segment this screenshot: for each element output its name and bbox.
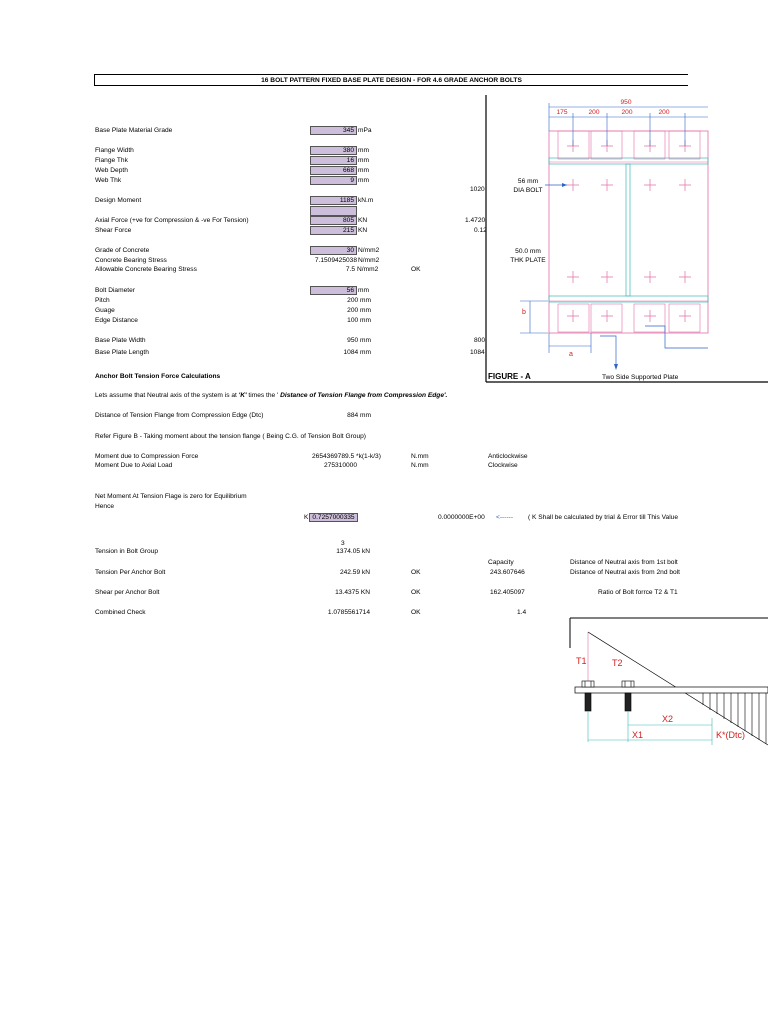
hence-text: Hence — [95, 503, 115, 510]
side-value-14720: 1.4720 — [465, 217, 486, 224]
tension-capacity: 243.607646 — [490, 569, 525, 576]
combined-value: 1.0785561714 — [327, 609, 370, 616]
design-moment-input[interactable]: 1185 — [310, 196, 357, 205]
tension-group-value: 1374.05 kN — [336, 548, 370, 555]
plate-length-side: 1084 — [470, 349, 485, 356]
figure-a-caption: FIGURE - A — [488, 372, 531, 381]
base-plate-outline — [549, 131, 708, 333]
allowable-stress-unit: N/mm2 — [357, 266, 379, 273]
plate-width-value: 950 mm — [347, 337, 371, 344]
plate-section — [575, 687, 768, 693]
shear-force-input[interactable]: 215 — [310, 226, 357, 235]
assumption-k: 'K' — [238, 392, 247, 399]
shear-force-label: Shear Force — [95, 227, 132, 234]
pitch-value: 200 mm — [347, 297, 371, 304]
anchor-heading: Anchor Bolt Tension Force Calculations — [95, 373, 221, 380]
figure-b-dim-lines — [588, 711, 712, 745]
bolt-row-1 — [567, 140, 691, 152]
web-depth-unit: mm — [358, 167, 369, 174]
shear-per-bolt-label: Shear per Anchor Bolt — [95, 589, 160, 596]
t1-label: T1 — [576, 656, 587, 666]
moment-comp-value: 2654369789.5 *k(1-k/3) — [312, 453, 381, 460]
base-plate-grade-input[interactable]: 345 — [310, 126, 357, 135]
figure-b — [560, 615, 768, 750]
na-first-bolt: Distance of Neutral axis from 1st bolt — [570, 559, 678, 566]
allowable-stress-status: OK — [411, 266, 421, 273]
design-moment-label: Design Moment — [95, 197, 142, 204]
combined-status: OK — [411, 609, 421, 616]
bolt-diameter-input[interactable]: 56 — [310, 286, 357, 295]
dim-200-b: 200 — [621, 109, 633, 116]
k-note: ( K Shall be calculated by trial & Error till This Value — [528, 514, 679, 521]
dim-200-c: 200 — [658, 109, 670, 116]
na-second-bolt: Distance of Neutral axis from 2nd bolt — [570, 569, 680, 576]
moment-axial-direction: Clockwise — [488, 462, 518, 469]
grade-concrete-input[interactable]: 30 — [310, 246, 357, 255]
dtc-value: 884 mm — [347, 412, 371, 419]
moment-axial-label: Moment Due to Axial Load — [95, 462, 173, 469]
stiffener-cell — [591, 131, 622, 159]
allowable-stress-value: 7.5 — [345, 266, 355, 273]
refer-figure-b: Refer Figure B - Taking moment about the tension flange ( Being C.G. of Tension Bolt Group) — [95, 433, 366, 440]
shear-status: OK — [411, 589, 421, 596]
web-depth-label: Web Depth — [95, 167, 128, 174]
figure-a-subcaption: Two Side Supported Plate — [602, 374, 679, 381]
blank-input[interactable] — [310, 206, 357, 216]
plate-length-value: 1084 mm — [343, 349, 371, 356]
plate-label-size: 50.0 mm — [515, 248, 541, 255]
arrow-indicator: <------ — [496, 514, 514, 521]
leader-arrow-down — [614, 364, 618, 370]
moment-comp-label: Moment due to Compression Force — [95, 453, 199, 460]
dim-200-a: 200 — [588, 109, 600, 116]
stiffener-cell — [669, 131, 700, 159]
dtc-label: Distance of Tension Flange from Compression Edge (Dtc) — [95, 412, 264, 419]
moment-comp-direction: Anticlockwise — [488, 453, 528, 460]
combined-label: Combined Check — [95, 609, 146, 616]
bearing-stress-unit: N/mm2 — [358, 257, 380, 264]
bolt-row-2 — [567, 179, 691, 191]
pitch-label: Pitch — [95, 297, 110, 304]
axial-force-unit: KN — [358, 217, 368, 224]
sheet-title: 16 BOLT PATTERN FIXED BASE PLATE DESIGN - FOR 4.6 GRADE ANCHOR BOLTS — [261, 77, 522, 84]
bolt-row-3 — [567, 271, 691, 283]
assumption-bold: Distance of Tension Flange from Compression Edge'. — [280, 392, 448, 399]
dim-175: 175 — [556, 109, 568, 116]
bolt-t1 — [582, 681, 594, 711]
web — [626, 164, 630, 296]
bolt-label-size: 56 mm — [517, 178, 539, 185]
flange-thk-label: Flange Thk — [95, 157, 128, 164]
axial-force-label: Axial Force (+ve for Compression & -ve For Tension) — [95, 217, 249, 224]
grade-concrete-label: Grade of Concrete — [95, 247, 150, 254]
bolt-row-4 — [567, 310, 691, 322]
moment-axial-unit: N.mm — [411, 462, 429, 469]
tension-per-bolt-label: Tension Per Anchor Bolt — [95, 569, 166, 576]
axial-force-input[interactable]: 805 — [310, 216, 357, 225]
side-value-012: 0.12 — [474, 227, 487, 234]
plate-label-desc: THK PLATE — [510, 257, 546, 264]
leader-line-right — [645, 326, 708, 348]
net-moment-text: Net Moment At Tension Flage is zero for Equilibrium — [95, 493, 247, 500]
guage-value: 200 mm — [347, 307, 371, 314]
x2-label: X2 — [662, 714, 674, 724]
base-plate-grade-unit: mPa — [358, 127, 372, 134]
combined-limit: 1.4 — [517, 609, 527, 616]
tension-per-bolt-value: 242.59 kN — [339, 569, 370, 576]
side-value-1020: 1020 — [470, 186, 485, 193]
moment-comp-unit: N.mm — [411, 453, 429, 460]
ratio-label: Ratio of Bolt forrce T2 & T1 — [598, 589, 678, 596]
dim-total: 950 — [620, 99, 632, 106]
web-thk-label: Web Thk — [95, 177, 122, 184]
base-plate-grade-label: Base Plate Material Grade — [95, 127, 173, 134]
figure-a — [484, 94, 768, 384]
k-label: K — [304, 514, 309, 521]
web-depth-input[interactable]: 668 — [310, 166, 357, 175]
edge-distance-value: 100 mm — [347, 317, 371, 324]
flange-width-unit: mm — [358, 147, 369, 154]
stiffener-cell — [634, 304, 665, 332]
edge-distance-label: Edge Distance — [95, 317, 138, 324]
capacity-label: Capacity — [488, 559, 514, 566]
title-bar — [94, 74, 688, 86]
flange-width-label: Flange Width — [95, 147, 134, 154]
stiffener-cell — [558, 304, 589, 332]
plate-width-label: Base Plate Width — [95, 337, 146, 344]
guage-label: Guage — [95, 307, 115, 314]
bolt-label-desc: DIA BOLT — [513, 187, 543, 194]
bolt-crosses — [567, 140, 691, 322]
residual-value: 0.0000000E+00 — [438, 514, 485, 521]
bolt-leader-arrow — [562, 183, 567, 187]
bearing-stress-value: 7.1509425038 — [314, 257, 357, 264]
assumption-mid: times the ' — [246, 392, 281, 399]
design-moment-unit: kN.m — [358, 197, 374, 204]
a-label: a — [569, 351, 573, 358]
stiffener-cell — [591, 304, 622, 332]
k-value-input[interactable]: 0.7257000335 — [309, 513, 358, 522]
stiffener-cell — [558, 131, 589, 159]
plate-width-side: 800 — [474, 337, 486, 344]
three-value: 3 — [341, 540, 345, 547]
stiffener-cell — [634, 131, 665, 159]
moment-axial-value: 275310000 — [324, 462, 358, 469]
plate-length-label: Base Plate Length — [95, 349, 149, 356]
web-thk-input[interactable]: 9 — [310, 176, 357, 185]
stiffener-cell — [669, 304, 700, 332]
allowable-stress-label: Allowable Concrete Bearing Stress — [95, 266, 197, 273]
assumption-line — [95, 392, 447, 400]
web-thk-unit: mm — [358, 177, 369, 184]
tension-group-label: Tension in Bolt Group — [95, 548, 159, 555]
bearing-stress-label: Concrete Bearing Stress — [95, 257, 167, 264]
t2-label: T2 — [612, 658, 623, 668]
flange-width-input[interactable]: 380 — [310, 146, 357, 155]
dtc-label-fig: K*(Dtc) — [716, 730, 745, 740]
flange-thk-input[interactable]: 16 — [310, 156, 357, 165]
b-label: b — [522, 309, 526, 316]
flange-thk-unit: mm — [358, 157, 369, 164]
bolt-t2 — [622, 681, 634, 711]
shear-force-unit: KN — [358, 227, 368, 234]
shear-per-bolt-value: 13.4375 KN — [335, 589, 370, 596]
leader-line-down — [600, 336, 616, 366]
bolt-diameter-unit: mm — [358, 287, 369, 294]
assumption-prefix: Lets assume that Neutral axis of the system is at — [95, 392, 239, 399]
tension-status: OK — [411, 569, 421, 576]
grade-concrete-unit: N/mm2 — [358, 247, 380, 254]
bolt-diameter-label: Bolt Diameter — [95, 287, 135, 294]
x1-label: X1 — [632, 730, 644, 740]
shear-capacity: 162.405097 — [490, 589, 525, 596]
